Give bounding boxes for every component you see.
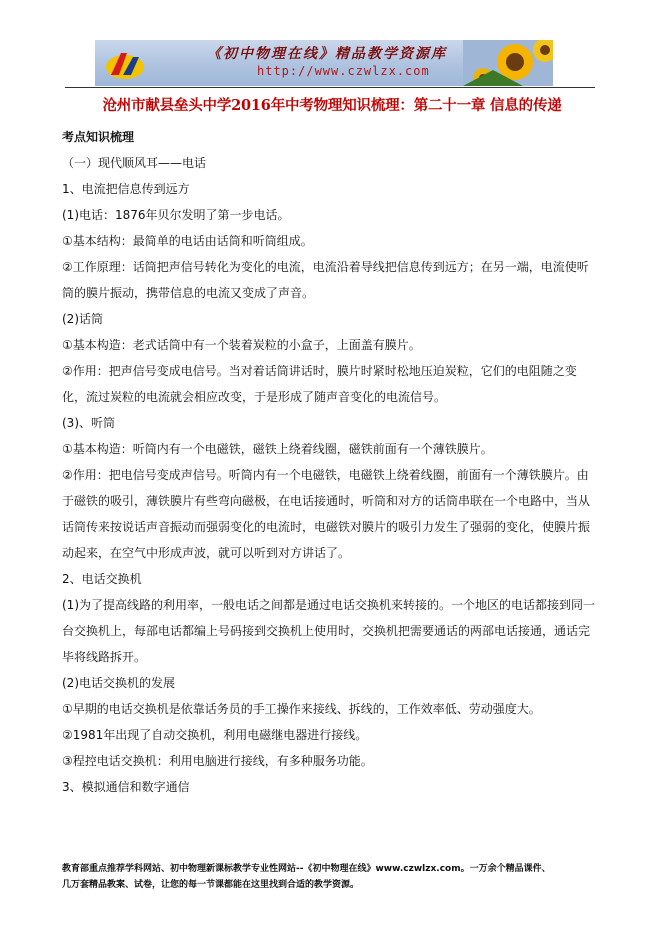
banner-url: http://www.czwlzx.com xyxy=(257,64,430,78)
logo-icon xyxy=(103,45,147,83)
paragraph-exchange-purpose: (1)为了提高线路的利用率，一般电话之间都是通过电话交换机来转接的。一个地区的电话都接到同一台交换机上，每部电话都编上号码接到交换机上使用时，交换机把需要通话的两部电话接通，通话完毕将线路拆开。 xyxy=(62,598,596,664)
heading-microphone: (2)话筒 xyxy=(62,312,103,326)
heading-earpiece: (3)、听筒 xyxy=(62,416,115,430)
section-heading: 考点知识梳理 xyxy=(62,130,135,144)
heading-modern-telephone: （一）现代顺风耳——电话 xyxy=(62,156,207,170)
page-footer xyxy=(62,861,607,893)
heading-analog-digital-communication: 3、模拟通信和数字通信 xyxy=(62,780,190,794)
footer-line-1: 教育部重点推荐学科网站、初中物理新课标教学专业性网站--《初中物理在线》www.czwlzx.com。一万余个精品课件、 xyxy=(62,864,551,874)
footer-line-2: 几万套精品教案、试卷，让您的每一节课都能在这里找到合适的教学资源。 xyxy=(62,880,360,890)
paragraph-earpiece-structure: ①基本构造：听筒内有一个电磁铁，磁铁上绕着线圈，磁铁前面有一个薄铁膜片。 xyxy=(62,442,493,456)
document-body xyxy=(62,124,597,800)
paragraph-automatic-exchange: ②1981年出现了自动交换机，利用电磁继电器进行接线。 xyxy=(62,728,368,742)
paragraph-program-controlled-exchange: ③程控电话交换机：利用电脑进行接线，有多种服务功能。 xyxy=(62,754,373,768)
sunflower-image xyxy=(463,40,553,86)
paragraph-working-principle: ②工作原理：话筒把声信号转化为变化的电流，电流沿着导线把信息传到远方；在另一端，电流使听筒的膜片振动，携带信息的电流又变成了声音。 xyxy=(62,260,589,300)
heading-telephone-exchange: 2、电话交换机 xyxy=(62,572,142,586)
document-title: 沧州市献县垒头中学2016年中考物理知识梳理：第二十一章 信息的传递 xyxy=(102,97,562,114)
paragraph-basic-structure: ①基本结构：最简单的电话由话筒和听筒组成。 xyxy=(62,234,313,248)
paragraph-earpiece-function: ②作用：把电信号变成声信号。听筒内有一个电磁铁，电磁铁上绕着线圈，前面有一个薄铁膜片。由于磁铁的吸引，薄铁膜片有些弯向磁极，在电话接通时，听筒和对方的话筒串联在一个电路中，当从话筒传来按说话声音振动而强弱变化的电流时，电磁铁对膜片的吸引力发生了强弱的变化，使膜片振动起来，在空气中形成声波，就可以听到对方讲话了。 xyxy=(62,468,591,560)
paragraph-microphone-structure: ①基本构造：老式话筒中有一个装着炭粒的小盒子，上面盖有膜片。 xyxy=(62,338,421,352)
paragraph-microphone-function: ②作用：把声信号变成电信号。当对着话筒讲话时，膜片时紧时松地压迫炭粒，它们的电阻随之变化，流过炭粒的电流就会相应改变，于是形成了随声音变化的电流信号。 xyxy=(62,364,577,404)
paragraph-manual-exchange: ①早期的电话交换机是依靠话务员的手工操作来接线、拆线的，工作效率低、劳动强度大。 xyxy=(62,702,541,716)
heading-exchange-development: (2)电话交换机的发展 xyxy=(62,676,175,690)
header-divider xyxy=(65,87,595,88)
heading-current-transmits-info: 1、电流把信息传到远方 xyxy=(62,182,190,196)
header-banner xyxy=(95,40,553,86)
banner-title: 《初中物理在线》精品教学资源库 xyxy=(207,46,447,62)
paragraph-telephone-invention: (1)电话：1876年贝尔发明了第一步电话。 xyxy=(62,208,290,222)
